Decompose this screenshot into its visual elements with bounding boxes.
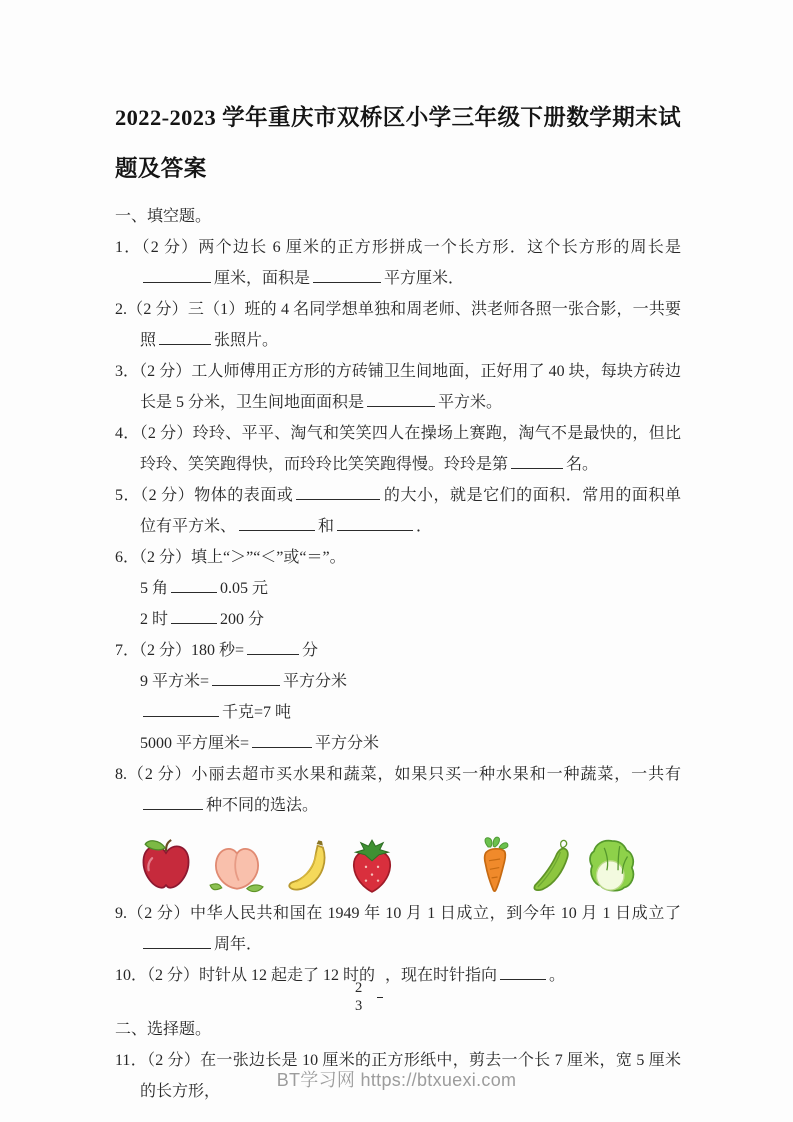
apple-icon [140,837,192,895]
question-5 [115,480,681,542]
compare-left: 5 角 [140,580,169,597]
compare-left: 2 时 [140,611,169,628]
question-11-text: 11．（2 分）在一张边长是 10 厘米的正方形纸中，剪去一个长 7 厘米，宽 5 厘米的长方形， [115,1052,681,1101]
conversion-right: 平方分米 [283,673,348,690]
fraction-numerator: 2 [377,981,383,998]
conversion-right: 千克=7 吨 [222,704,292,721]
blank-line [143,702,219,717]
pea-pod-icon [530,837,570,895]
question-6-compare-row-1 [115,573,681,604]
question-4-text-b: 名。 [566,456,599,473]
blank-line [159,330,211,345]
blank-line [171,609,217,624]
question-1-text-c: 平方厘米． [384,270,465,287]
blank-line [252,733,312,748]
conversion-right: 平方分米 [315,735,380,752]
question-1-text-a: 1．（2 分）两个边长 6 厘米的正方形拼成一个长方形．这个长方形的周长是 [115,239,681,256]
page-title: 2022-2023 学年重庆市双桥区小学三年级下册数学期末试题及答案 [115,105,681,181]
blank-line [239,516,315,531]
compare-right: 0.05 元 [220,580,269,597]
conversion-left: 5000 平方厘米= [140,735,250,752]
question-7-conversion-row-1 [115,666,681,697]
question-9-text-b: 周年． [214,936,263,953]
question-9 [115,898,681,960]
question-1 [115,232,681,294]
watermark-footer [0,1066,793,1092]
carrot-icon [477,835,513,895]
question-7-text-a: 7．（2 分）180 秒= [115,642,245,659]
question-8 [115,759,681,821]
question-3-text-b: 平方米。 [438,394,503,411]
question-2-text-a: 2.（2 分）三（1）班的 4 名同学想单独和周老师、洪老师各照一张合影，一共要照 [115,301,681,349]
compare-right: 200 分 [220,611,265,628]
conversion-left: 9 平方米= [140,673,210,690]
question-5-text-b: 的大小，就是它们的面积．常用的面积单位有平方米、 [140,487,681,535]
question-3 [115,356,681,418]
blank-line [296,485,380,500]
question-1-text-b: 厘米，面积是 [214,270,311,287]
question-2 [115,294,681,356]
blank-line [247,640,299,655]
blank-line [171,578,217,593]
question-5-text-a: 5．（2 分）物体的表面或 [115,487,294,504]
section-heading-fill-in: 一、填空题。 [115,208,212,225]
question-7-conversion-row-2 [115,697,681,728]
question-8-text-a: 8.（2 分）小丽去超市买水果和蔬菜，如果只买一种水果和一种蔬菜，一共有 [115,766,681,783]
question-10-text-c: 。 [549,967,566,984]
question-6-text: 6．（2 分）填上“＞”“＜”或“＝”。 [115,549,346,566]
exam-body [115,201,681,1107]
question-3-text-a: 3．（2 分）工人师傅用正方形的方砖铺卫生间地面，正好用了 40 块，每块方砖边长是 5 分米，卫生间地面面积是 [115,363,681,411]
section-heading-multiple-choice: 二、选择题。 [115,1021,212,1039]
chinese-cabbage-icon [587,837,637,895]
question-5-text-d: ． [416,518,433,535]
site-url: https://btxuexi.com [360,1070,517,1090]
strawberry-icon [347,837,397,895]
question-6-compare-row-2 [115,604,681,635]
question-2-text-b: 张照片。 [214,332,279,349]
question-7-text-b: 分 [302,642,319,659]
question-4-text-a: 4．（2 分）玲玲、平平、淘气和笑笑四人在操场上赛跑，淘气不是最快的，但比玲玲、笑笑跑得快，而玲玲比笑笑跑得慢。玲玲是第 [115,425,681,473]
question-4 [115,418,681,480]
blank-line [212,671,280,686]
question-8-illustrations [140,825,681,895]
blank-line [500,965,546,980]
blank-line [143,934,211,949]
question-7-conversion-row-3 [115,728,681,759]
blank-line [313,268,381,283]
site-name: BT学习网 [276,1070,356,1090]
document-content [115,92,681,1107]
blank-line [337,516,413,531]
question-7 [115,635,681,666]
question-9-text-a: 9.（2 分）中华人民共和国在 1949 年 10 月 1 日成立，到今年 10 月 1 日成立了 [115,905,681,922]
blank-line [143,268,211,283]
fraction-two-thirds: $\frac{2}{3}$ [377,981,383,1014]
question-10-text-a: 10．（2 分）时针从 12 起走了 12 时的 [115,967,376,984]
question-10-text-b: ，现在时针指向 [385,967,498,984]
question-10 [115,960,681,1014]
blank-line [367,392,435,407]
question-6 [115,542,681,573]
question-8-text-b: 种不同的选法。 [206,797,319,814]
blank-line [143,795,203,810]
blank-line [511,454,563,469]
question-5-text-c: 和 [318,518,335,535]
banana-icon [282,839,330,895]
peach-icon [209,843,265,895]
